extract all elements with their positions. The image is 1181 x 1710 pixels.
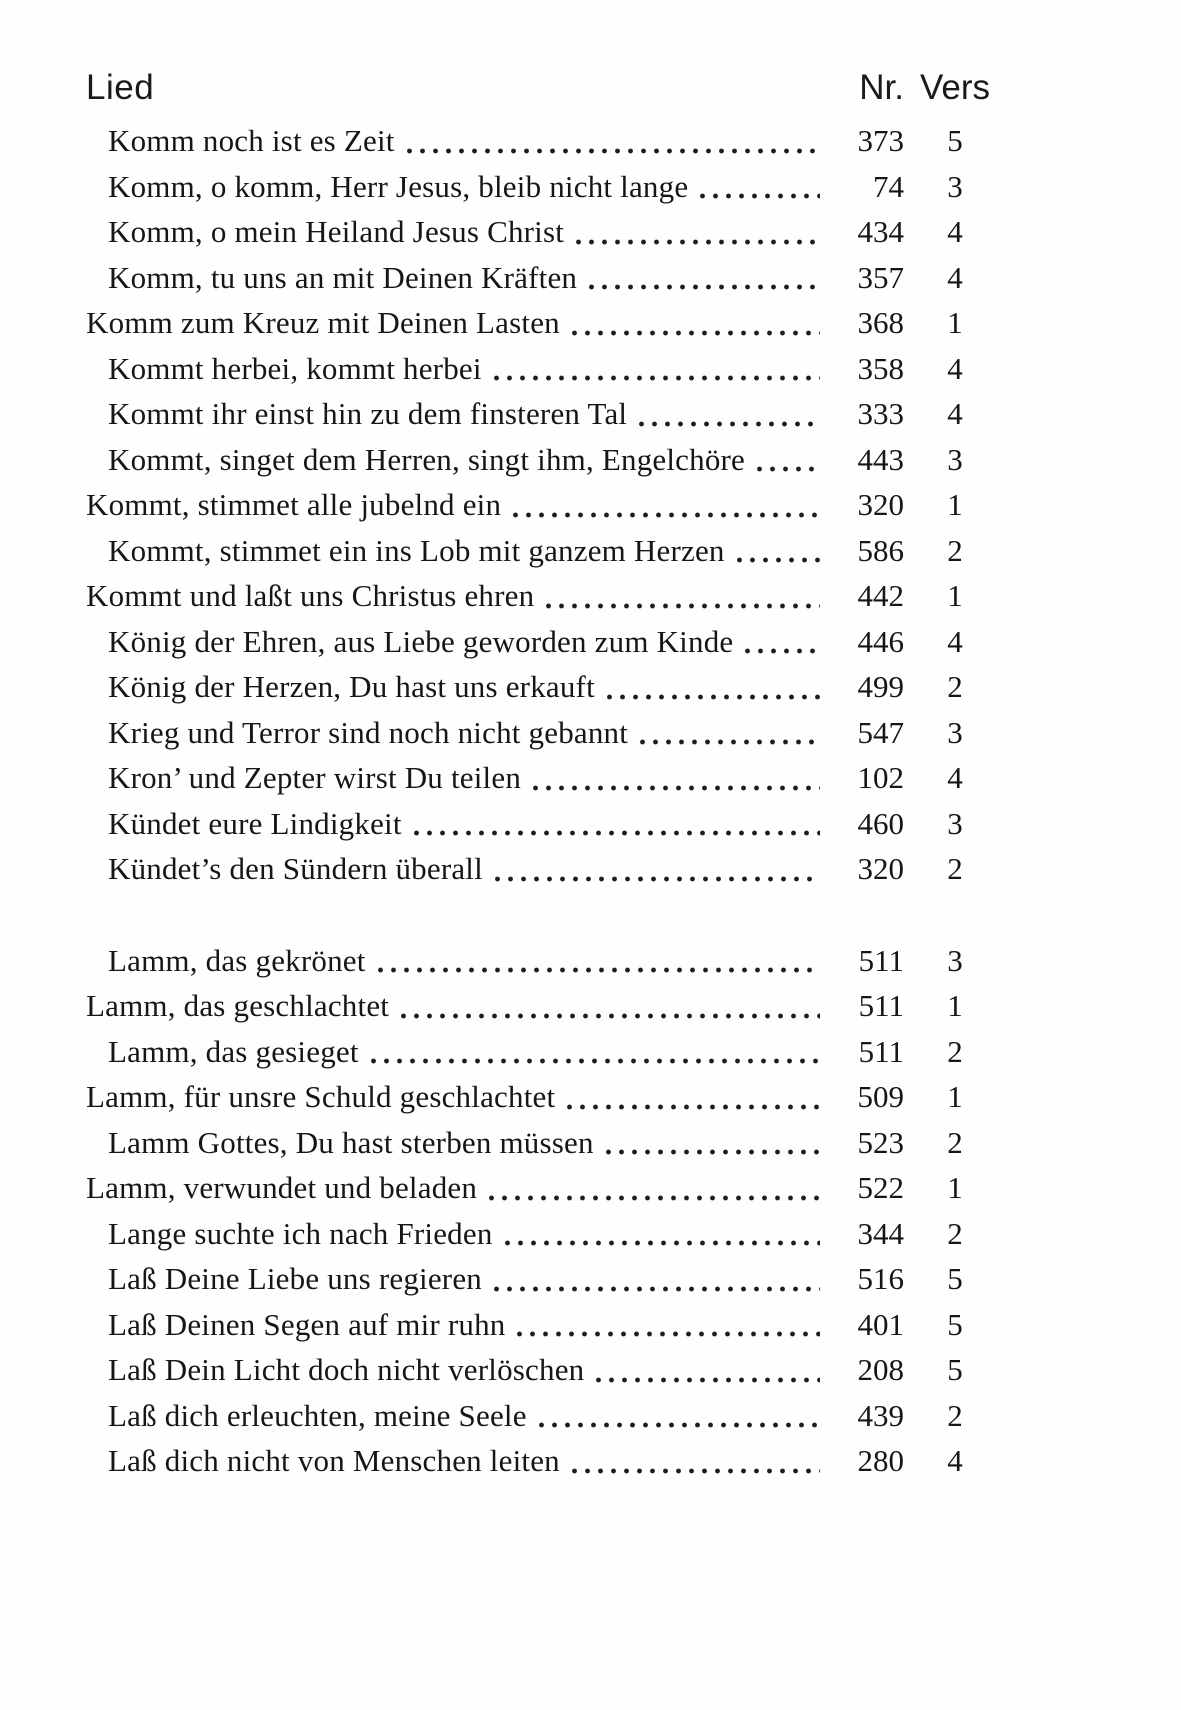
dot-leader [403,118,820,164]
index-row [86,1302,990,1348]
song-title: König der Ehren, aus Liebe geworden zum Kinde [108,623,734,659]
song-index-list [86,118,990,1484]
dot-leader [563,1074,820,1120]
index-row [86,118,990,164]
song-number: 358 [857,350,904,386]
index-row [86,255,990,301]
song-title: Laß dich nicht von Menschen leiten [108,1443,560,1478]
song-title: Lamm Gottes, Du hast sterben müssen [108,1124,594,1160]
song-number: 439 [857,1397,904,1433]
verse-number: 2 [947,532,963,568]
song-title: Kündet’s den Sündern überall [108,851,483,886]
song-title: Kommt, stimmet ein ins Lob mit ganzem Herzen [108,532,725,568]
song-number: 511 [858,1033,904,1069]
verse-number: 2 [947,1124,963,1160]
song-number: 74 [873,168,904,204]
index-row [86,437,990,483]
song-title: Komm noch ist es Zeit [108,123,395,158]
dot-leader [572,209,820,255]
verse-number: 4 [947,396,963,431]
index-row [86,710,990,756]
dot-leader [542,573,820,619]
dot-leader [696,164,820,210]
song-number: 509 [857,1079,904,1114]
song-number: 522 [857,1170,904,1205]
dot-leader [374,938,820,984]
verse-number: 1 [947,578,963,613]
song-title: Krieg und Terror sind noch nicht gebannt [108,714,629,750]
song-number: 499 [857,669,904,704]
verse-number: 4 [947,259,963,295]
index-row [86,1120,990,1166]
verse-number: 2 [947,1215,963,1251]
song-title: König der Herzen, Du hast uns erkauft [108,669,595,704]
song-number: 368 [857,305,904,340]
dot-leader [635,391,820,437]
index-row [86,346,990,392]
song-title: Lamm, das gekrönet [108,942,366,978]
song-title: Kommt, stimmet alle jubelnd ein [86,487,502,522]
dot-leader [529,755,820,801]
song-title: Laß dich erleuchten, meine Seele [108,1397,527,1433]
song-title: Lamm, verwundet und beladen [86,1170,478,1205]
index-row [86,482,990,528]
index-row [86,1256,990,1302]
dot-leader [585,255,820,301]
song-number: 446 [857,623,904,659]
song-title: Laß Dein Licht doch nicht verlöschen [108,1352,585,1387]
verse-number: 2 [947,851,963,886]
index-row [86,1029,990,1075]
dot-leader [568,300,820,346]
dot-leader [410,801,820,847]
index-row [86,664,990,710]
song-title: Komm, o komm, Herr Jesus, bleib nicht lange [108,168,689,204]
song-number: 442 [857,578,904,613]
song-title: Kündet eure Lindigkeit [108,805,402,841]
verse-number: 1 [947,988,963,1023]
song-title: Lange suchte ich nach Frieden [108,1215,493,1251]
dot-leader [485,1165,820,1211]
verse-number: 4 [947,214,963,249]
verse-number: 5 [947,1261,963,1296]
index-row [86,938,990,984]
verse-number: 4 [947,760,963,795]
song-title: Komm, tu uns an mit Deinen Kräften [108,259,578,295]
song-title: Komm, o mein Heiland Jesus Christ [108,214,565,249]
verse-number: 2 [947,669,963,704]
song-title: Lamm, das geschlachtet [86,988,390,1023]
song-number: 547 [857,714,904,750]
dot-leader [367,1029,820,1075]
dot-leader [397,983,820,1029]
dot-leader [733,528,820,574]
index-row [86,1211,990,1257]
song-number: 357 [857,259,904,295]
dot-leader [490,1256,820,1302]
verse-number: 4 [947,350,963,386]
verse-number: 4 [947,1443,963,1478]
dot-leader [753,437,820,483]
song-number: 373 [857,123,904,158]
dot-leader [535,1393,820,1439]
song-title: Lamm, für unsre Schuld geschlachtet [86,1079,556,1114]
song-number: 344 [857,1215,904,1251]
verse-number: 3 [947,168,963,204]
song-title: Kommt herbei, kommt herbei [108,350,482,386]
song-number: 434 [857,214,904,249]
song-title: Laß Deine Liebe uns regieren [108,1261,482,1296]
verse-number: 3 [947,441,963,477]
dot-leader [741,619,820,665]
verse-number: 1 [947,1170,963,1205]
index-row [86,846,990,892]
song-number: 208 [857,1352,904,1387]
dot-leader [592,1347,820,1393]
song-title: Lamm, das gesieget [108,1033,359,1069]
song-number: 523 [857,1124,904,1160]
index-row [86,619,990,665]
song-title: Laß Deinen Segen auf mir ruhn [108,1306,506,1342]
dot-leader [513,1302,820,1348]
dot-leader [491,846,820,892]
verse-number: 3 [947,805,963,841]
song-number: 280 [857,1443,904,1478]
song-title: Kommt ihr einst hin zu dem finsteren Tal [108,396,628,431]
dot-leader [568,1438,820,1484]
song-title: Komm zum Kreuz mit Deinen Lasten [86,305,560,340]
column-header-nr: Nr. [859,68,904,107]
song-number: 333 [857,396,904,431]
dot-leader [501,1211,820,1257]
verse-number: 3 [947,714,963,750]
song-number: 320 [857,851,904,886]
verse-number: 1 [947,487,963,522]
song-number: 516 [857,1261,904,1296]
song-number: 586 [857,532,904,568]
index-row [86,1393,990,1439]
index-row [86,801,990,847]
verse-number: 5 [947,1352,963,1387]
index-row [86,1438,990,1484]
verse-number: 2 [947,1033,963,1069]
verse-number: 5 [947,123,963,158]
verse-number: 5 [947,1306,963,1342]
song-title: Kommt und laßt uns Christus ehren [86,578,535,613]
dot-leader [636,710,820,756]
column-header-vers: Vers [920,68,991,107]
song-number: 401 [857,1306,904,1342]
song-number: 443 [857,441,904,477]
index-row [86,391,990,437]
verse-number: 1 [947,305,963,340]
index-row [86,1165,990,1211]
index-row [86,755,990,801]
song-number: 102 [857,760,904,795]
index-row [86,573,990,619]
index-row [86,983,990,1029]
index-row [86,164,990,210]
song-number: 511 [858,988,904,1023]
song-title: Kommt, singet dem Herren, singt ihm, Engelchöre [108,441,746,477]
verse-number: 3 [947,942,963,978]
index-row [86,1347,990,1393]
verse-number: 1 [947,1079,963,1114]
verse-number: 4 [947,623,963,659]
dot-leader [490,346,820,392]
index-row [86,209,990,255]
index-row [86,528,990,574]
dot-leader [602,1120,820,1166]
index-row [86,1074,990,1120]
verse-number: 2 [947,1397,963,1433]
column-header-lied: Lied [86,68,155,107]
index-header [86,68,990,108]
song-number: 511 [858,942,904,978]
index-row [86,300,990,346]
dot-leader [603,664,820,710]
song-title: Kron’ und Zepter wirst Du teilen [108,760,522,795]
song-number: 320 [857,487,904,522]
song-number: 460 [857,805,904,841]
dot-leader [509,482,820,528]
